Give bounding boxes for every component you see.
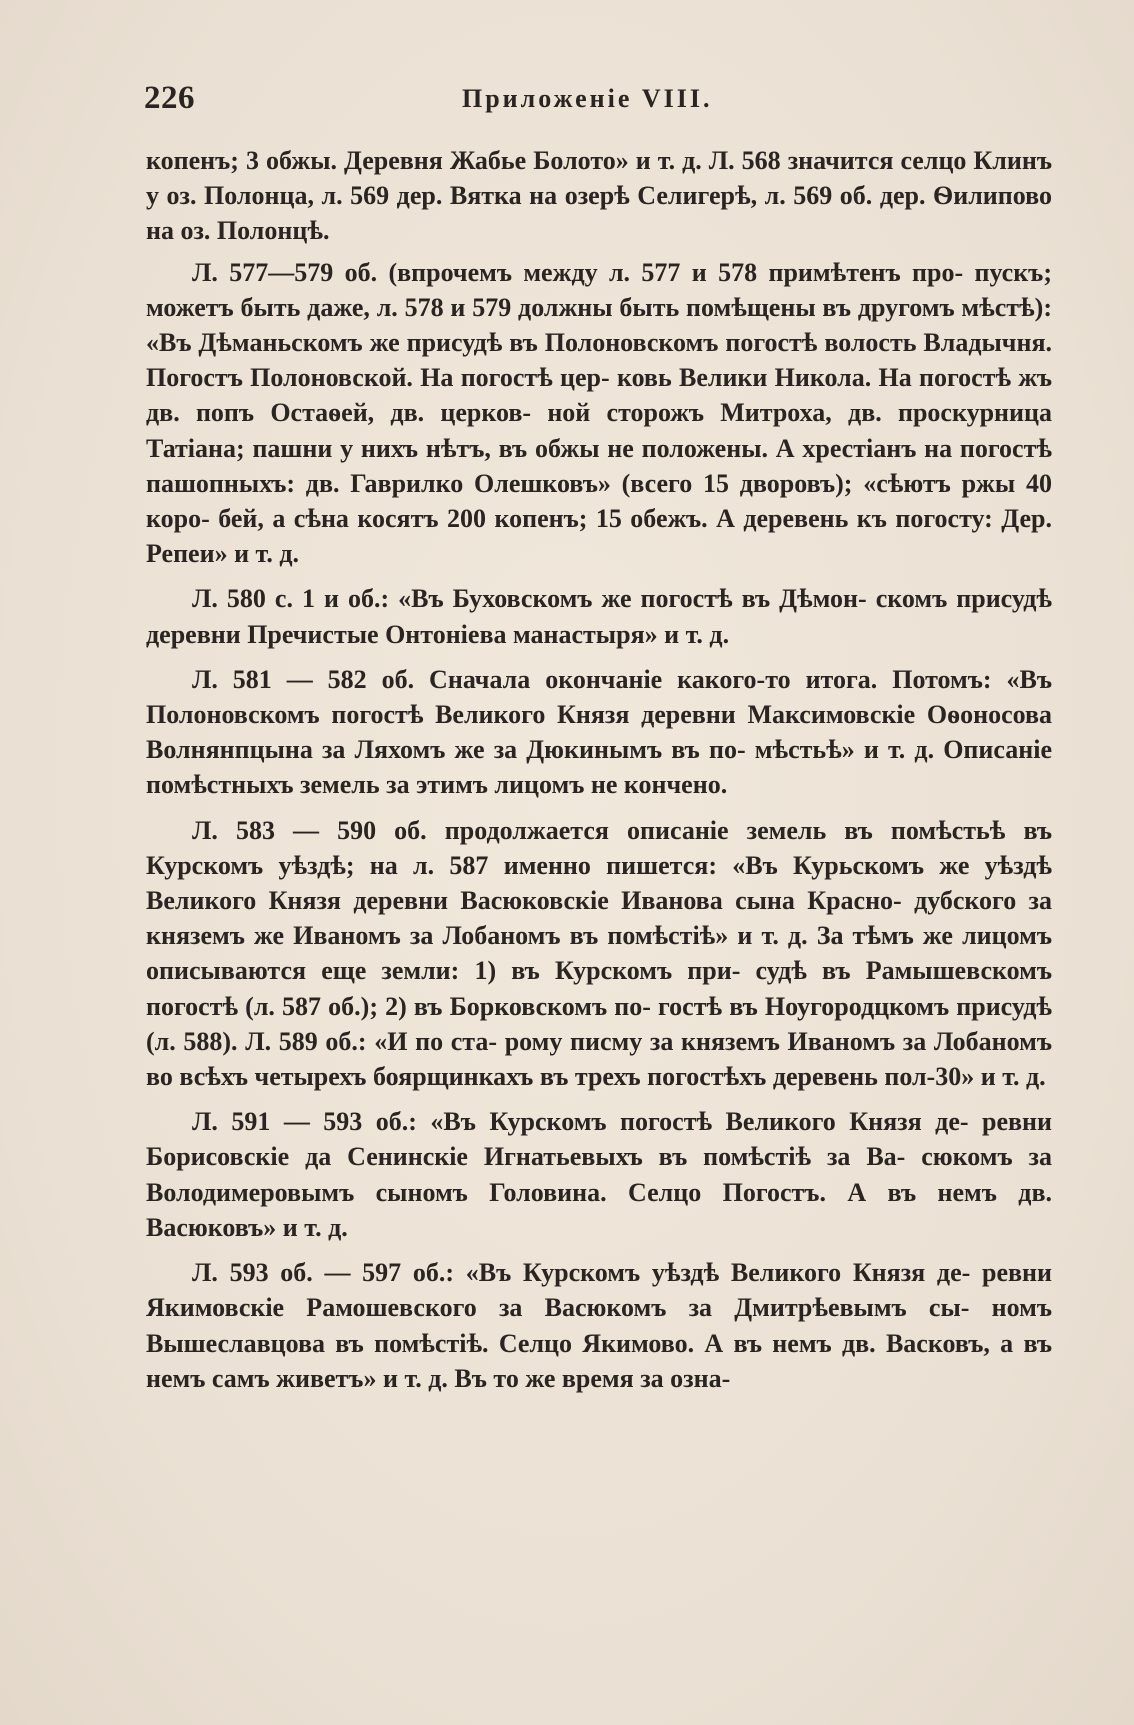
text-line: Васковъ, а въ немъ самъ живетъ» и т. д. Въ то же время за озна- [146, 1328, 1052, 1393]
text-line: ковь Велики Никола. На погостѣ жъ дв. попъ Остаѳей, дв. церков- [146, 363, 1052, 428]
text-line: Л. 593 об. — 597 об.: «Въ Курскомъ уѣздѣ Великого Князя де- [192, 1258, 971, 1288]
text-line: Л. 580 с. 1 и об.: «Въ Буховскомъ же погостѣ въ Дѣмон- [192, 584, 867, 614]
text-line: скомъ присудѣ деревни Пречистые Онтоніева манастыря» и т. д. [146, 584, 1052, 649]
text-line: «Въ Полоновскомъ погостѣ Великого Князя деревни Максимовскіе [146, 664, 1052, 730]
text-line: Л. 577—579 об. (впрочемъ между л. 577 и 578 примѣтенъ про- [192, 257, 964, 287]
text-line: Л. 583 — 590 об. продолжается описаніе земель въ помѣстьѣ въ [192, 815, 1052, 845]
text-line: другомъ мѣстѣ): «Въ Дѣманьскомъ же присудѣ въ Полоновскомъ [146, 292, 1052, 358]
paragraph [146, 143, 1052, 249]
text-line: Курскомъ уѣздѣ; на л. 587 именно пишется: «Въ Курьскомъ же [146, 850, 985, 880]
text-line: ной сторожъ Митроха, дв. проскурница Татіана; пашни у нихъ [146, 398, 1052, 463]
paragraph [146, 581, 1052, 651]
text-line: За тѣмъ же лицомъ описываются еще земли: 1) въ Курскомъ при- [146, 921, 1053, 986]
text-line: дубского за княземъ же Иваномъ за Лобаномъ въ помѣстіѣ» и т. д. [146, 886, 1052, 951]
text-line: селцо Клинъ у оз. Полонца, л. 569 дер. Вятка на озерѣ Селигерѣ, [146, 146, 1052, 211]
paragraph [146, 1255, 1052, 1396]
text-line: л. 569 об. дер. Ѳилипово на оз. Полонцѣ. [146, 181, 1052, 246]
text-line: нѣтъ, въ обжы не положены. А хрестіанъ на погостѣ пашопныхъ: [146, 433, 1052, 498]
text-line: Л. 581 — 582 об. Сначала окончаніе какого-то итога. Потомъ: [192, 664, 1007, 694]
text-line: кончено. [623, 770, 728, 800]
paragraph [146, 255, 1052, 572]
text-line: рому писму за княземъ Иваномъ за Лобаномъ во всѣхъ четырехъ [146, 1026, 1052, 1092]
paragraph [146, 1104, 1052, 1245]
text-line: ревни Якимовскіе Рамошевского за Васюкомъ за Дмитрѣевымъ сы- [146, 1258, 1053, 1323]
text-line: сюкомъ за Володимеровымъ сыномъ Головина. Селцо Погостъ. А [146, 1142, 1053, 1207]
text-line: пускъ; можетъ быть даже, л. 578 и 579 должны быть помѣщены въ [146, 257, 1052, 322]
paragraph [146, 662, 1052, 803]
text-line: гостѣ въ Ноугородцкомъ присудѣ (л. 588). Л. 589 об.: «И по ста- [146, 991, 1052, 1056]
text-line: дв. Гаврилко Олешковъ» (всего 15 дворовъ); «сѣютъ ржы 40 коро- [146, 468, 1052, 534]
body-text [146, 143, 1052, 1406]
text-line: боярщинкахъ въ трехъ погостѣхъ деревень пол-30» и т. д. [372, 1062, 1046, 1092]
text-line: ревни Борисовскіе да Сенинскіе Игнатьевыхъ въ помѣстіѣ за Ва- [146, 1107, 1053, 1172]
text-line: бей, а сѣна косятъ 200 копенъ; 15 обежъ. А деревень къ погосту: [218, 504, 1002, 534]
paragraph [146, 813, 1052, 1095]
text-line: мѣстьѣ» и т. д. Описаніе помѣстныхъ земель за этимъ лицомъ не [146, 735, 1052, 800]
text-line: Оѳоносова Волнянпцына за Ляхомъ же за Дюкинымъ въ по- [146, 700, 1052, 765]
text-line: Л. 591 — 593 об.: «Въ Курскомъ погостѣ Великого Князя де- [192, 1107, 969, 1137]
page-number: 226 [144, 80, 195, 116]
text-line: номъ Вышеславцова въ помѣстіѣ. Селцо Якимово. А въ немъ дв. [146, 1293, 1053, 1358]
running-title: Приложеніе VIII. [462, 84, 713, 113]
text-line: погостѣ волость Владычня. Погостъ Полоновской. На погостѣ цер- [146, 328, 1053, 393]
text-line: Дер. Репеи» и т. д. [146, 504, 1052, 569]
page-header [144, 74, 1052, 124]
text-line: копенъ; 3 обжы. Деревня Жабье Болото» и т. д. Л. 568 значится [146, 146, 901, 175]
text-line: судѣ въ Рамышевскомъ погостѣ (л. 587 об.); 2) въ Борковскомъ по- [146, 956, 1052, 1021]
text-line: уѣздѣ Великого Князя деревни Васюковскіе Иванова сына Красно- [146, 850, 1052, 916]
text-line: въ немъ дв. Васюковъ» и т. д. [146, 1177, 1052, 1242]
